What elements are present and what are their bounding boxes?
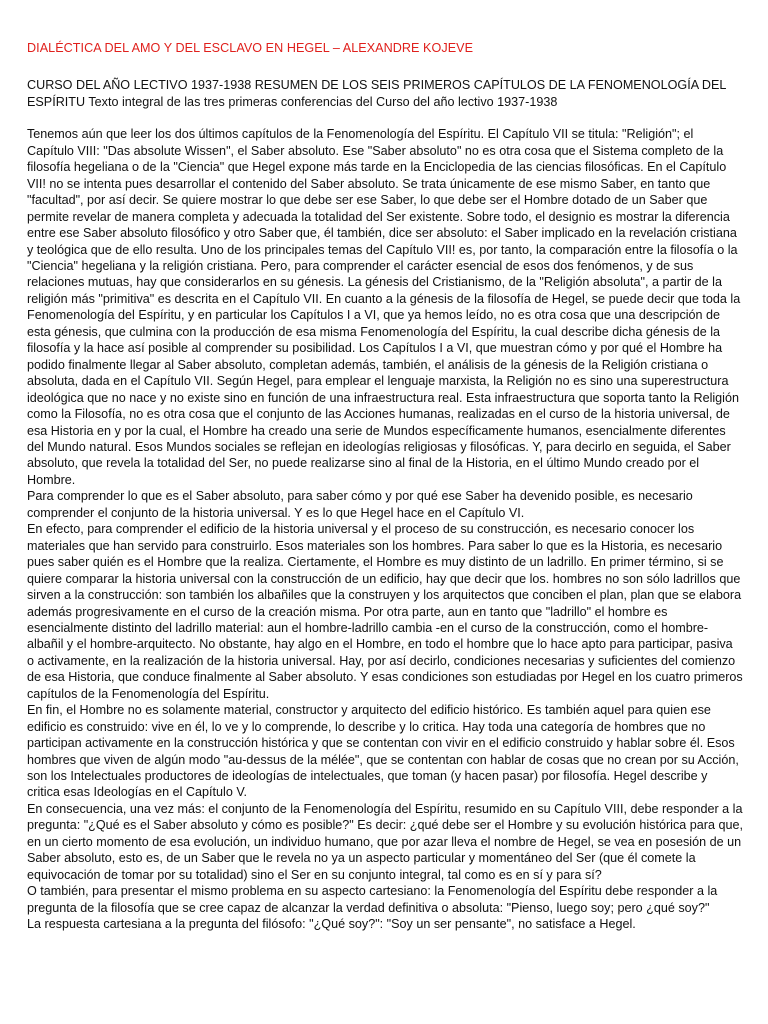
document-body	[27, 126, 743, 932]
body-paragraph: Tenemos aún que leer los dos últimos capítulos de la Fenomenología del Espíritu. El Capítulo VII se titula: "Religión"; el Capítulo VIII: "Das absolute Wissen", el Saber absoluto. Ese "Saber absoluto" no es otra cosa que el Sistema completo de la filosofía hegeliana o de la "Ciencia" que Hegel expone más tarde en la Enciclopedia de las ciencias filosóficas. En el Capítulo VII! no se intenta pues desarrollar el contenido del Saber absoluto. Se trata únicamente de ese mismo Saber, en tanto que "facultad", por así decir. Se quiere mostrar lo que debe ser ese Saber, lo que debe ser el Hombre dotado de un Saber que permite revelar de manera completa y adecuada la totalidad del Ser existente. Sobre todo, el designio es mostrar la diferencia entre ese Saber absoluto filosófico y otro Saber que, él también, dice ser absoluto: el Saber implicado en la revelación cristiana y teológica que de ello resulta. Uno de los principales temas del Capítulo VII! es, por tanto, la comparación entre la filosofía o la "Ciencia" hegeliana y la religión cristiana. Pero, para comprender el carácter esencial de esos dos fenómenos, y de sus relaciones mutuas, hay que considerarlos en su génesis. La génesis del Cristianismo, de la "Religión absoluta", a partir de la religión más "primitiva" es descrita en el Capítulo VII. En cuanto a la génesis de la filosofía de Hegel, se puede decir que toda la Fenomenología del Espíritu, y en particular los Capítulos I a VI, que ya hemos leído, no es otra cosa que una descripción de esta génesis, que culmina con la producción de esa misma Fenomenología del Espíritu, la cual describe dicha génesis de la filosofía y la hace así posible al comprender su posibilidad. Los Capítulos I a VI, que muestran cómo y por qué el Hombre ha podido finalmente llegar al Saber absoluto, completan además, también, el análisis de la génesis de la Religión cristiana o absoluta, dada en el Capítulo VII. Según Hegel, para emplear el lenguaje marxista, la Religión no es sino una superestructura ideológica que no nace y no existe sino en función de una infraestructura real. Esta infraestructura que soporta tanto la Religión como la Filosofía, no es otra cosa que el conjunto de las Acciones humanas, realizadas en el curso de la historia universal, de esa Historia en y por la cual, el Hombre ha creado una serie de Mundos específicamente humanos, esencialmente diferentes del Mundo natural. Esos Mundos sociales se reflejan en ideologías religiosas y filosóficas. Y, para decirlo en seguida, el Saber absoluto, que revela la totalidad del Ser, no puede realizarse sino al final de la Historia, en el último Mundo creado por el Hombre.	[27, 127, 741, 487]
body-paragraph: La respuesta cartesiana a la pregunta del filósofo: "¿Qué soy?": "Soy un ser pensante", no satisface a Hegel.	[27, 917, 636, 932]
body-paragraph: En fin, el Hombre no es solamente material, constructor y arquitecto del edificio histórico. Es también aquel para quien ese edificio es construido: vive en él, lo ve y lo comprende, lo describe y lo critica. Hay toda una categoría de hombres que no participan activamente en la construcción histórica y que se contentan con vivir en el edificio construido y hablar sobre él. Esos hombres que viven de algún modo "au-dessus de la mélée", que se contentan con hablar de cosas que no crean por su Acción, son los Intelectuales productores de ideologías de intelectuales, que toman (y hacen pasar) por filosofía. Hegel describe y critica esas Ideologías en el Capítulo V.	[27, 703, 739, 800]
document-page	[27, 40, 743, 933]
body-paragraph: En efecto, para comprender el edificio de la historia universal y el proceso de su construcción, es necesario conocer los materiales que han servido para construirlo. Esos materiales son los hombres. Para saber lo que es la Historia, es necesario pues saber quién es el Hombre que la realiza. Ciertamente, el Hombre es muy distinto de un ladrillo. En primer término, si se quiere comparar la historia universal con la construcción de un edificio, hay que decir que los. hombres no son sólo ladrillos que sirven a la construcción: son también los albañiles que la construyen y los arquitectos que conciben el plan, plan que se elabora además progresivamente en el curso de la creación misma. Por otra parte, aun en tanto que "ladrillo" el hombre es esencialmente distinto del ladrillo material: aun el hombre-ladrillo cambia -en el curso de la construcción, como el hombre-albañil y el hombre-arquitecto. No obstante, hay algo en el Hombre, en todo el hombre que lo hace apto para participar, pasiva o activamente, en la realización de la historia universal. Hay, por así decirlo, condiciones necesarias y suficientes del comienzo de esa Historia, que conduce finalmente al Saber absoluto. Y esas condiciones son estudiadas por Hegel en los cuatro primeros capítulos de la Fenomenología del Espíritu.	[27, 522, 743, 701]
document-title: DIALÉCTICA DEL AMO Y DEL ESCLAVO EN HEGEL – ALEXANDRE KOJEVE	[27, 41, 474, 55]
body-paragraph: O también, para presentar el mismo problema en su aspecto cartesiano: la Fenomenología del Espíritu debe responder a la pregunta de la filosofía que se cree capaz de alcanzar la verdad definitiva o absoluta: "Pienso, luego soy; pero ¿qué soy?"	[27, 884, 718, 915]
body-paragraph: En consecuencia, una vez más: el conjunto de la Fenomenología del Espíritu, resumido en su Capítulo VIII, debe responder a la pregunta: "¿Qué es el Saber absoluto y cómo es posible?" Es decir: ¿qué debe ser el Hombre y su evolución histórica para que, en un cierto momento de esa evolución, un individuo humano, que por azar lleva el nombre de Hegel, se vea en posesión de un Saber absoluto, esto es, de un Saber que le revela no ya un aspecto particular y momentáneo del Ser (que él comete la equivocación de tomar por su totalidad) sino el Ser en su conjunto integral, tal como es en sí y para sí?	[27, 801, 743, 882]
body-paragraph: Para comprender lo que es el Saber absoluto, para saber cómo y por qué ese Saber ha devenido posible, es necesario comprender el conjunto de la historia universal. Y es lo que Hegel hace en el Capítulo VI.	[27, 489, 693, 520]
document-subtitle: CURSO DEL AÑO LECTIVO 1937-1938 RESUMEN DE LOS SEIS PRIMEROS CAPÍTULOS DE LA FENOMENOLOGÍA DEL ESPÍRITU Texto integral de las tres primeras conferencias del Curso del año lectivo 1937-1938	[27, 78, 726, 109]
